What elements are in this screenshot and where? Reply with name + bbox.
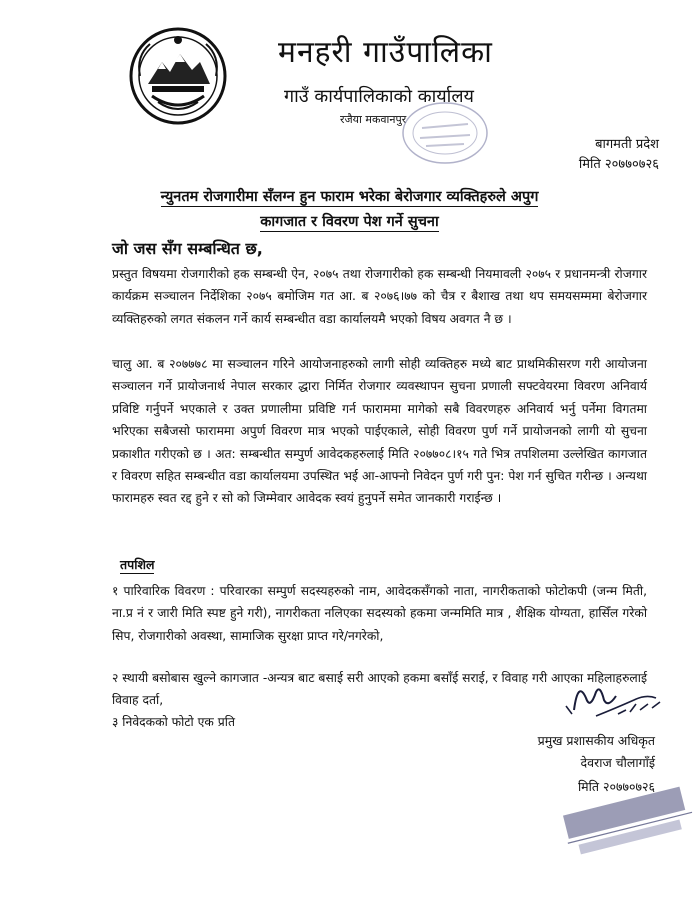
body-paragraph-2: चालु आ. ब २०७७७८ मा सञ्चालन गरिने आयोजनाहरुको लागी सोही व्यक्तिहरु मध्ये बाट प्राथमिकीसरण गरी आयोजना सञ्चालन गर्ने प्रायोजनार्थ नेपाल सरकार द्धारा निर्मित रोजगार व्यवस्थापन सुचना प्रणाली सफ्टवेयरमा विवरण अनिवार्य प्रविष्टि गर्नुपर्ने भएकाले र उक्त प्रणालीमा प्रविष्टि गर्न फाराममा मागेको सबै विवरणहरु अनिवार्य भर्नु पर्नेमा विगतमा भरिएका सबैजसो फाराममा अपुर्ण विवरण मात्र भएको पाईएकाले, सोही विवरण पुर्ण गर्ने प्रायोजनको लागी यो सुचना प्रकाशीत गरीएको छ । अत: सम्बन्धीत सम्पुर्ण आवेदकहरुलाई मिति २०७७०८।१५ गते भित्र तपशिलमा उल्लेखित कागजात र विवरण सहित सम्बन्धीत वडा कार्यालयमा उपस्थित भई आ-आफ्नो निवेदन पुर्ण गरी पुन: पेश गर्न सुचित गरीन्छ । अन्यथा फारामहरु स्वत रद्द हुने र सो को जिम्मेवार आवेदक स्वयं हुनुपर्ने समेत जानकारी गराईन्छ । bbox=[112, 357, 647, 506]
municipality-name: मनहरी गाउँपालिका bbox=[278, 35, 493, 70]
office-stamp-icon bbox=[400, 98, 490, 168]
notice-date: मिति २०७७०७२६ bbox=[578, 157, 659, 172]
subject-line-2-text: कागजात र विवरण पेश गर्ने सुचना bbox=[260, 214, 439, 230]
details-item-1: १ पारिवारिक विवरण : परिवारका सम्पुर्ण सदस्यहरुको नाम, आवेदकसँगको नाता, नागरीकताको फोटोकपी (जन्म मिती, ना.प्र नं र जारी मिति स्पष्ट हुने गरी), नागरीकता नलिएका सदस्यको हकमा जन्ममिति मात्र , शैक्षिक योग्यता, हासिँल गरेको सिप, रोजगारीको अवस्था, सामाजिक सुरक्षा प्राप्त गरे/नगरेको, bbox=[112, 584, 647, 643]
office-address: रजैया मकवानपुर bbox=[340, 113, 407, 126]
details-item-2: २ स्थायी बसोबास खुल्ने कागजात -अन्यत्र बाट बसाई सरी आएको हकमा बसाँई सराई, र विवाह गरी आएका महिलाहरुलाई विवाह दर्ता, bbox=[112, 671, 647, 708]
salutation: जो जस सँग सम्बन्धित छ, bbox=[112, 239, 263, 258]
province-label: बागमती प्रदेश bbox=[595, 137, 659, 152]
details-item-3: ३ निवेदकको फोटो एक प्रति bbox=[112, 715, 235, 729]
subject-line-1-text: न्युनतम रोजगारीमा सँलग्न हुन फाराम भरेका बेरोजगार व्यक्तिहरुले अपुग bbox=[160, 189, 539, 205]
subject-line-1 bbox=[0, 186, 699, 206]
office-name: गाउँ कार्यपालिकाको कार्यालय bbox=[284, 86, 474, 107]
name-stamp-icon bbox=[556, 770, 699, 870]
municipality-emblem-icon bbox=[128, 26, 228, 126]
handwritten-signature-icon bbox=[556, 670, 676, 730]
subject-line-2 bbox=[0, 211, 699, 231]
details-heading: तपशिल bbox=[120, 557, 155, 572]
signatory-designation: प्रमुख प्रशासकीय अधिकृत bbox=[537, 733, 655, 748]
signatory-name: देवराज चौलागाँई bbox=[580, 755, 655, 770]
body-paragraph-1: प्रस्तुत विषयमा रोजगारीको हक सम्बन्धी ऐन, २०७५ तथा रोजगारीको हक सम्बन्धी नियमावली २०७५ र प्रधानमन्त्री रोजगार कार्यक्रम सञ्चालन निर्देशिका २०७५ बमोजिम गत आ. ब २०७६।७७ को चैत्र र बैशाख तथा थप समयसम्ममा बेरोजगार व्यक्तिहरुको लगत संकलन गर्ने कार्य सम्बन्धीत वडा कार्यालयमै भएको विषय अवगत नै छ । bbox=[112, 267, 647, 326]
signature-date: मिति २०७७०७२६ bbox=[577, 779, 655, 794]
